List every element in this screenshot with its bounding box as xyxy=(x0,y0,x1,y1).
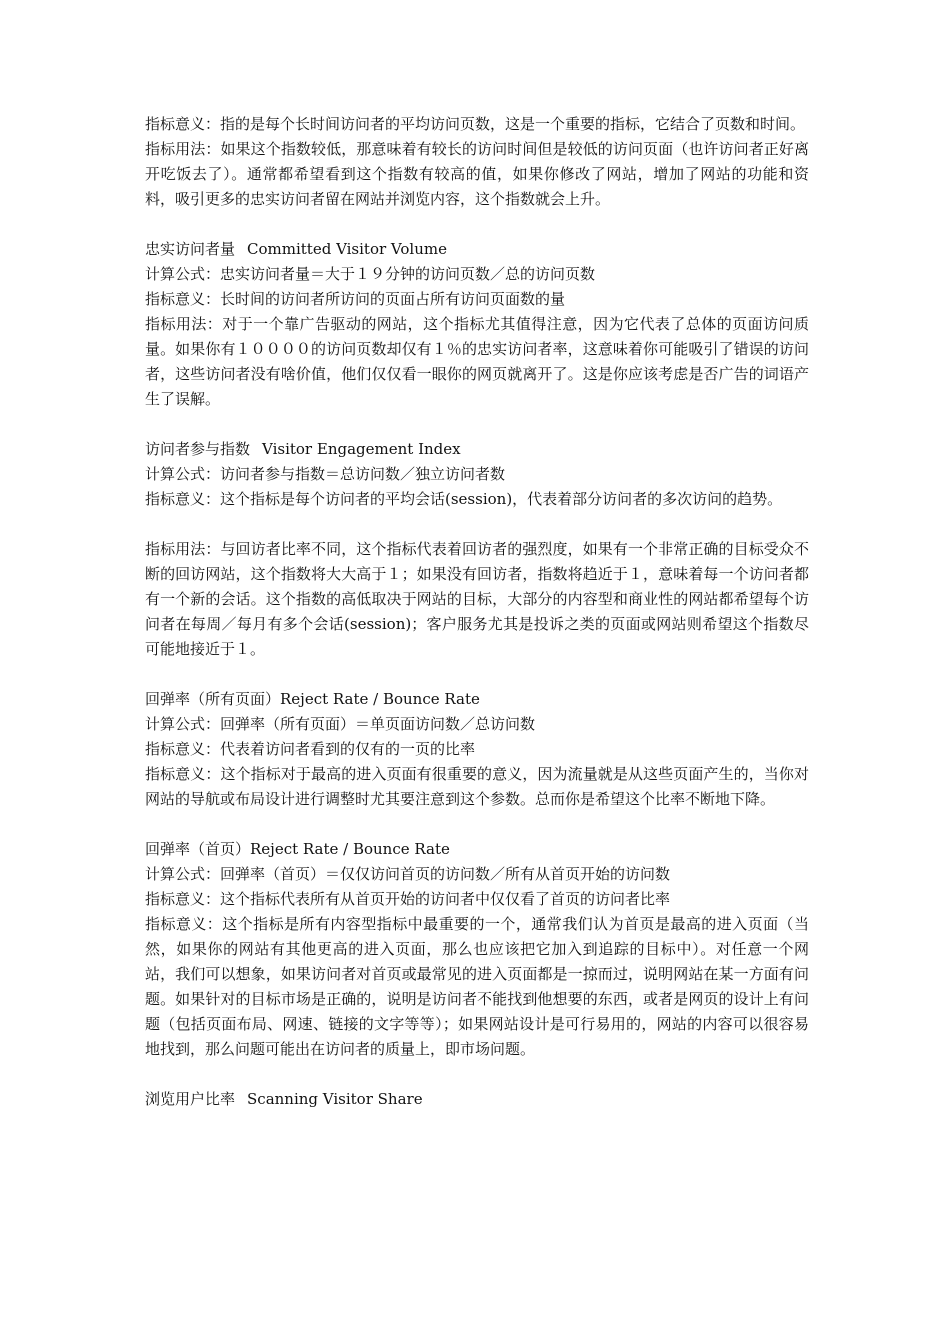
section0-meaning: 指标意义：指的是每个长时间访问者的平均访问页数，这是一个重要的指标，它结合了页数和时间。 xyxy=(145,115,806,133)
section4-heading: 回弹率（首页）Reject Rate / Bounce Rate xyxy=(145,840,450,858)
section0-usage: 指标用法：如果这个指数较低，那意味着有较长的访问时间但是较低的访问页面（也许访问者正好离开吃饭去了）。通常都希望看到这个指数有较高的值，如果你修改了网站，增加了网站的功能和资料，吸引更多的忠实访问者留在网站并浏览内容，这个指数就会上升。 xyxy=(145,140,809,208)
section1-usage: 指标用法：对于一个靠广告驱动的网站，这个指标尤其值得注意，因为它代表了总体的页面访问质量。如果你有１００００的访问页数却仅有１％的忠实访问者率，这意味着你可能吸引了错误的访问者，这些访问者没有啥价值，他们仅仅看一眼你的网页就离开了。这是你应该考虑是否广告的词语产生了误解。 xyxy=(145,315,809,408)
section2-meaning: 指标意义：这个指标是每个访问者的平均会话(session)，代表着部分访问者的多次访问的趋势。 xyxy=(145,490,783,508)
section1-title-cn: 忠实访问者量 xyxy=(145,240,236,258)
section4-meaning-detail: 指标意义：这个指标是所有内容型指标中最重要的一个，通常我们认为首页是最高的进入页面（当然，如果你的网站有其他更高的进入页面，那么也应该把它加入到追踪的目标中）。对任意一个网站，我们可以想象，如果访问者对首页或最常见的进入页面都是一掠而过，说明网站在某一方面有问题。如果针对的目标市场是正确的，说明是访问者不能找到他想要的东西，或者是网页的设计上有问题（包括页面布局、网速、链接的文字等等）；如果网站设计是可行易用的，网站的内容可以很容易地找到，那么问题可能出在访问者的质量上，即市场问题。 xyxy=(145,915,809,1058)
section1-meaning: 指标意义：长时间的访问者所访问的页面占所有访问页面数的量 xyxy=(145,290,566,308)
section1-formula: 计算公式：忠实访问者量＝大于１９分钟的访问页数／总的访问页数 xyxy=(145,265,596,283)
section5-title-cn: 浏览用户比率 xyxy=(145,1090,236,1108)
section4-formula: 计算公式：回弹率（首页）＝仅仅访问首页的访问数／所有从首页开始的访问数 xyxy=(145,865,671,883)
section2-usage: 指标用法：与回访者比率不同，这个指标代表着回访者的强烈度，如果有一个非常正确的目标受众不断的回访网站，这个指数将大大高于１；如果没有回访者，指数将趋近于１，意味着每一个访问者都有一个新的会话。这个指数的高低取决于网站的目标，大部分的内容型和商业性的网站都希望每个访问者在每周／每月有多个会话(session)；客户服务尤其是投诉之类的页面或网站则希望这个指数尽可能地接近于１。 xyxy=(145,540,809,658)
section2-formula: 计算公式：访问者参与指数＝总访问数／独立访问者数 xyxy=(145,465,506,483)
paragraph-gap xyxy=(145,662,809,687)
paragraph-gap xyxy=(145,212,809,237)
section5-title-en: Scanning Visitor Share xyxy=(247,1090,423,1108)
section2-title-en: Visitor Engagement Index xyxy=(262,440,461,458)
section3-meaning: 指标意义：代表着访问者看到的仅有的一页的比率 xyxy=(145,740,476,758)
document-page xyxy=(145,112,809,1112)
section2-heading xyxy=(145,437,809,462)
paragraph-gap xyxy=(145,412,809,437)
section3-heading: 回弹率（所有页面）Reject Rate / Bounce Rate xyxy=(145,690,480,708)
section3-meaning-detail: 指标意义：这个指标对于最高的进入页面有很重要的意义，因为流量就是从这些页面产生的，当你对网站的导航或布局设计进行调整时尤其要注意到这个参数。总而你是希望这个比率不断地下降。 xyxy=(145,765,809,808)
section1-title-en: Committed Visitor Volume xyxy=(247,240,447,258)
section2-title-cn: 访问者参与指数 xyxy=(145,440,251,458)
section5-heading xyxy=(145,1087,809,1112)
paragraph-gap xyxy=(145,1062,809,1087)
section1-heading xyxy=(145,237,809,262)
section3-formula: 计算公式：回弹率（所有页面）＝单页面访问数／总访问数 xyxy=(145,715,536,733)
paragraph-gap xyxy=(145,812,809,837)
paragraph-gap xyxy=(145,512,809,537)
section4-meaning: 指标意义：这个指标代表所有从首页开始的访问者中仅仅看了首页的访问者比率 xyxy=(145,890,671,908)
